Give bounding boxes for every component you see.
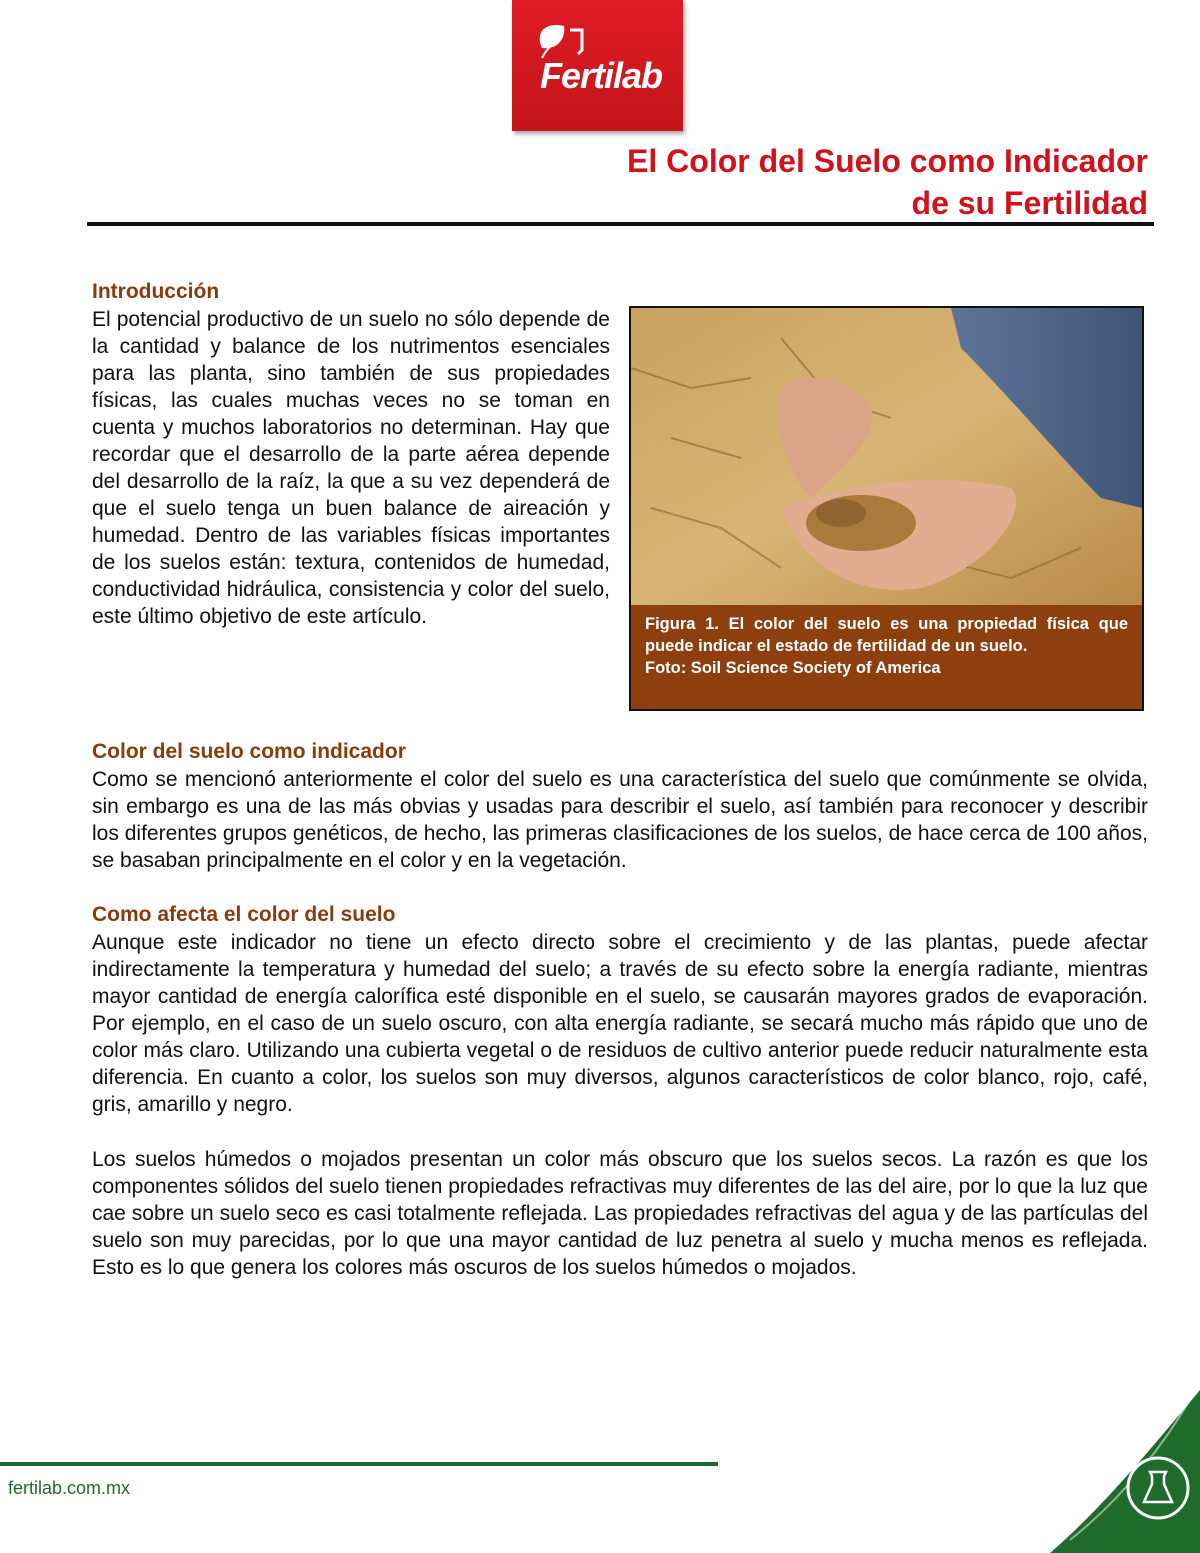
color-paragraph: Como se mencionó anteriormente el color del suelo es una característica del suelo que comúnmente se olvida, sin embargo es una de las más obvias y usadas para describir el suelo, así también para reconocer y describir los diferentes grupos genéticos, de hecho, las primeras clasificaciones de los suelos, de hace cerca de 100 años, se basaban principalmente en el color y en la vegetación. (92, 768, 1148, 872)
corner-emblem (1040, 1390, 1200, 1553)
wet-soil-paragraph: Los suelos húmedos o mojados presentan un color más obscuro que los suelos secos. La razón es que los componentes sólidos del suelo tienen propiedades refractivas muy diferentes de las del aire, por lo que la luz que cae sobre un suelo seco es casi totalmente reflejada. Las propiedades refractivas del agua y de las partículas del suelo son muy parecidas, por lo que una mayor cantidad de luz penetra al suelo y mucha menos es reflejada. Esto es lo que genera los colores más oscuros de los suelos húmedos o mojados. (92, 1148, 1148, 1279)
figure-caption-text: Figura 1. El color del suelo es una propiedad física que puede indicar el estado de fertilidad de un suelo. (645, 615, 1128, 655)
soil-hands-photo (631, 308, 1142, 605)
brand-logo-text: Fertilab (540, 55, 663, 96)
figure-1 (629, 306, 1144, 711)
effect-paragraph: Aunque este indicador no tiene un efecto directo sobre el crecimiento y de las plantas, puede afectar indirectamente la temperatura y humedad del suelo; a través de su efecto sobre la energía radiante, mientras mayor cantidad de energía calorífica esté disponible en el suelo, se causarán mayores grados de evaporación. Por ejemplo, en el caso de un suelo oscuro, con alta energía radiante, se secará mucho más rápido que uno de color más claro. Utilizando una cubierta vegetal o de residuos de cultivo anterior puede reducir naturalmente esta diferencia. En cuanto a color, los suelos son muy diversos, algunos característicos de color blanco, rojo, café, gris, amarillo y negro. (92, 931, 1148, 1116)
title-divider (87, 222, 1154, 226)
title-line-1: El Color del Suelo como Indicador (627, 143, 1148, 179)
footer-divider (0, 1462, 718, 1466)
seal-icon (1128, 1458, 1188, 1518)
color-heading: Color del suelo como indicador (92, 740, 406, 763)
intro-paragraph: El potencial productivo de un suelo no sólo depende de la cantidad y balance de los nutrimentos esenciales para las planta, sino también de sus propiedades físicas, las cuales muchas veces no se toman en cuenta y muchos laboratorios no determinan. Hay que recordar que el desarrollo de la parte aérea depende del desarrollo de la raíz, la que a su vez dependerá de que el suelo tenga un buen balance de aireación y humedad. Dentro de las variables físicas importantes de los suelos están: textura, contenidos de humedad, conductividad hidráulica, consistencia y color del suelo, este último objetivo de este artículo. (92, 308, 610, 628)
figure-caption (631, 605, 1142, 709)
figure-credit: Foto: Soil Science Society of America (645, 659, 941, 677)
page-title (627, 140, 1148, 224)
effect-heading: Como afecta el color del suelo (92, 903, 396, 926)
footer-url: fertilab.com.mx (8, 1478, 131, 1498)
title-line-2: de su Fertilidad (911, 185, 1148, 221)
intro-heading: Introducción (92, 280, 220, 303)
